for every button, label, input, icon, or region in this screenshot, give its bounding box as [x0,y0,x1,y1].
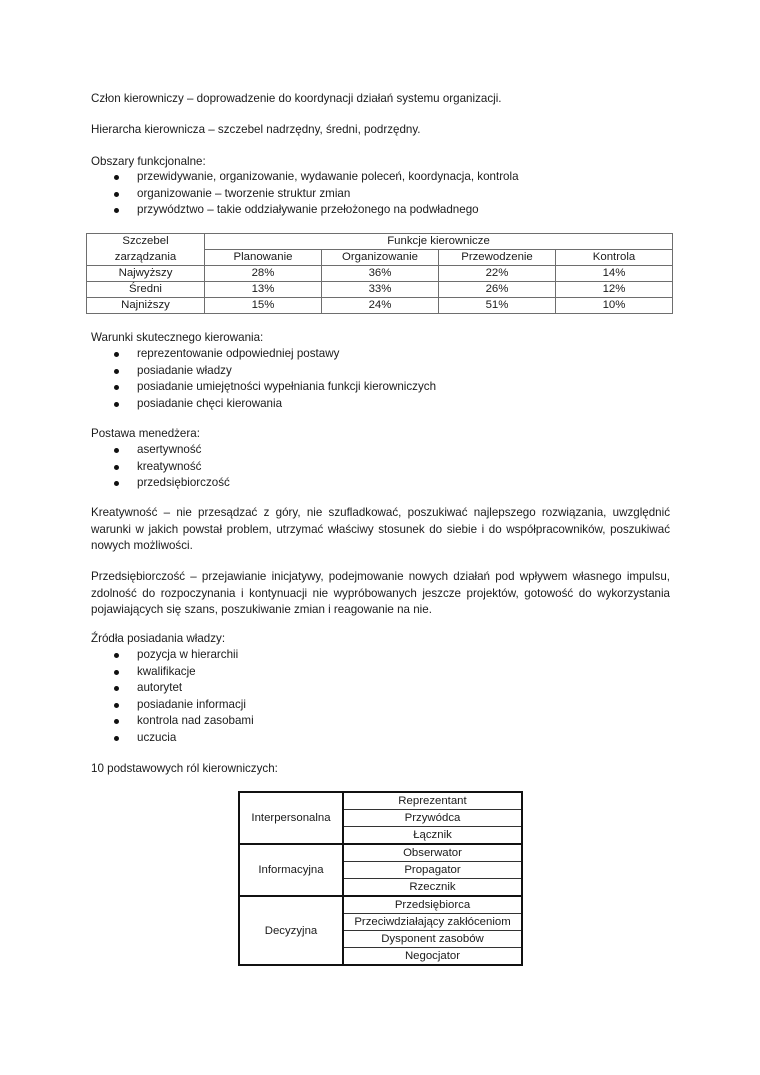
list-item: kreatywność [91,459,230,476]
warunki-heading: Warunki skutecznego kierowania: [91,331,264,344]
role-heading: 10 podstawowych ról kierowniczych: [91,762,278,775]
table-row [87,298,673,314]
list-item: uczucia [91,730,254,747]
warunki-list [91,346,436,412]
level-cell: Najwyższy [87,266,205,282]
list-item: autorytet [91,680,254,697]
list-item: posiadanie informacji [91,697,254,714]
obszary-list [91,169,519,219]
list-item: posiadanie władzy [91,363,436,380]
paragraph-przedsiebiorczosc: Przedsiębiorczość – przejawianie inicjatywy, podejmowanie nowych działań pod wpływem własnego impulsu, zdolność do rozpoczynania i kontynuacji nie wypróbowanych jeszcze projektów, gotowość do wykorzystania pojawiających się szans, poszukiwanie zmian i reagowanie na nie. [91,570,670,616]
functions-table [86,233,673,314]
header-col: Przewodzenie [439,250,556,266]
table-header-row [87,234,673,250]
role-cell: Przeciwdziałający zakłóceniom [343,914,522,931]
level-cell: Średni [87,282,205,298]
bullet-icon [114,670,119,675]
value-cell: 33% [322,282,439,298]
list-item: kontrola nad zasobami [91,713,254,730]
group-decyzyjna: Decyzyjna [239,896,343,965]
roles-table [238,791,523,966]
bullet-icon [114,465,119,470]
list-item: przywództwo – takie oddziaływanie przełożonego na podwładnego [91,202,519,219]
zrodla-list [91,647,254,746]
table-row [87,266,673,282]
list-item: przedsiębiorczość [91,475,230,492]
value-cell: 12% [556,282,673,298]
role-cell: Propagator [343,862,522,879]
list-item: przewidywanie, organizowanie, wydawanie poleceń, koordynacja, kontrola [91,169,519,186]
role-cell: Przedsiębiorca [343,896,522,914]
value-cell: 22% [439,266,556,282]
role-cell: Negocjator [404,950,461,962]
role-cell: Dysponent zasobów [343,931,522,948]
table-row [87,282,673,298]
table-header-row [87,250,673,266]
list-item: asertywność [91,442,230,459]
bullet-icon [114,481,119,486]
bullet-icon [114,686,119,691]
group-interpersonalna: Interpersonalna [239,792,343,844]
header-col: Planowanie [205,250,322,266]
bullet-icon [114,175,119,180]
role-cell: Przywódca [343,810,522,827]
bullet-icon [114,208,119,213]
bullet-icon [114,703,119,708]
bullet-icon [114,192,119,197]
header-funkcje: Funkcje kierownicze [205,234,673,250]
paragraph-kreatywnosc: Kreatywność – nie przesądzać z góry, nie szufladkować, poszukiwać najlepszego rozwiązania, uwzględnić warunki w jakich powstał problem, utrzymać właściwy stosunek do siebie i do współpracowników, poszukiwać nowych możliwości. [91,506,670,552]
list-item: posiadanie chęci kierowania [91,396,436,413]
paragraph-hierarchia: Hierarcha kierownicza – szczebel nadrzędny, średni, podrzędny. [91,123,421,136]
list-item: kwalifikacje [91,664,254,681]
value-cell: 14% [556,266,673,282]
bullet-icon [114,402,119,407]
list-item: organizowanie – tworzenie struktur zmian [91,186,519,203]
postawa-heading: Postawa menedżera: [91,427,200,440]
zrodla-heading: Źródła posiadania władzy: [91,632,226,645]
bullet-icon [114,736,119,741]
table-row [239,844,522,862]
value-cell: 36% [322,266,439,282]
header-zarzadzania: zarządzania [87,250,205,266]
value-cell: 13% [205,282,322,298]
value-cell: 51% [439,298,556,314]
obszary-heading: Obszary funkcjonalne: [91,155,206,168]
role-cell: Łącznik [343,827,522,845]
role-cell: Rzecznik [343,879,522,897]
header-szczebel: Szczebel [87,234,205,250]
role-cell: Obserwator [343,844,522,862]
header-col: Organizowanie [322,250,439,266]
value-cell: 10% [556,298,673,314]
list-item: pozycja w hierarchii [91,647,254,664]
list-item: posiadanie umiejętności wypełniania funkcji kierowniczych [91,379,436,396]
bullet-icon [114,369,119,374]
postawa-list [91,442,230,492]
table-row [239,792,522,810]
value-cell: 26% [439,282,556,298]
value-cell: 24% [322,298,439,314]
table-row [239,896,522,914]
bullet-icon [114,352,119,357]
header-col: Kontrola [556,250,673,266]
bullet-icon [114,719,119,724]
list-item: reprezentowanie odpowiedniej postawy [91,346,436,363]
bullet-icon [114,385,119,390]
value-cell: 15% [205,298,322,314]
level-cell: Najniższy [87,298,205,314]
paragraph-czlon: Człon kierowniczy – doprowadzenie do koordynacji działań systemu organizacji. [91,92,502,105]
role-cell: Reprezentant [343,792,522,810]
bullet-icon [114,448,119,453]
group-informacyjna: Informacyjna [239,844,343,896]
value-cell: 28% [205,266,322,282]
bullet-icon [114,653,119,658]
